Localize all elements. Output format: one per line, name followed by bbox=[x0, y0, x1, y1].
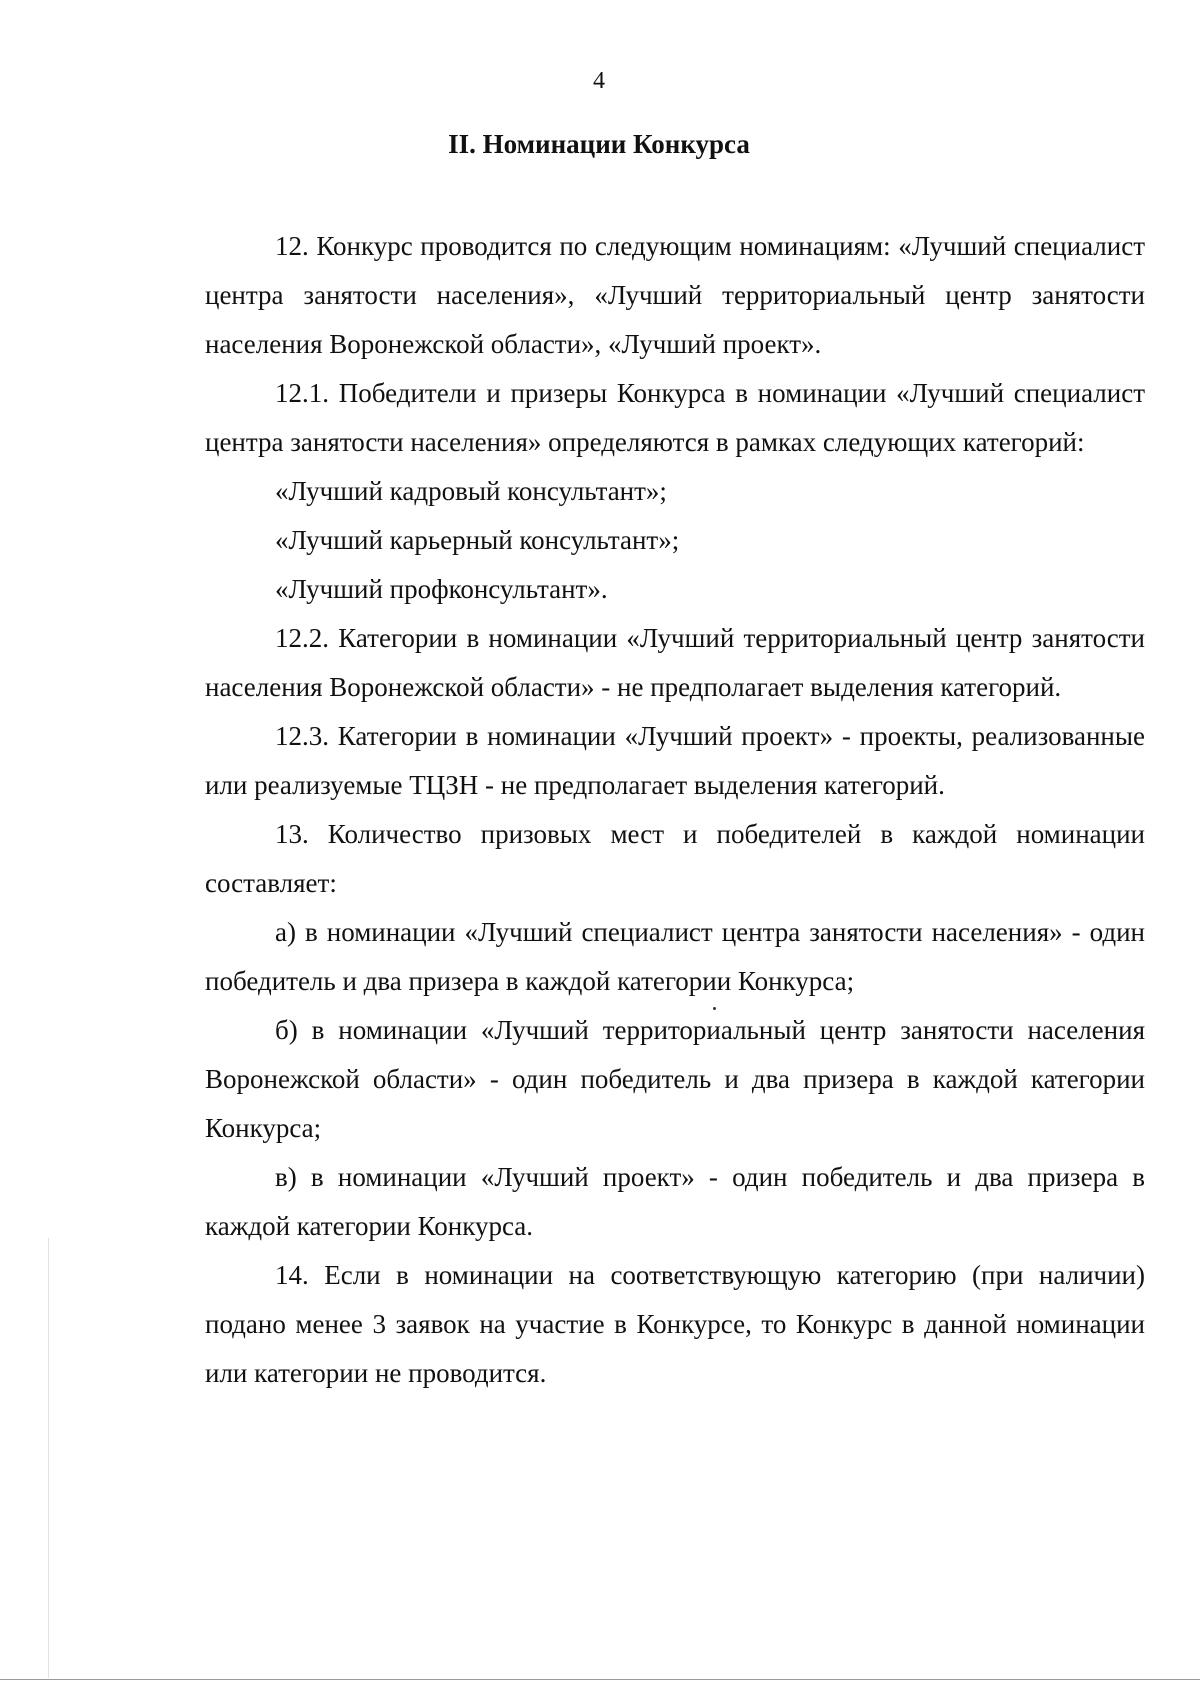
paragraph-12-2: 12.2. Категории в номинации «Лучший территориальный центр занятости населения Воронежской области» - не предполагает выделения категорий. bbox=[205, 623, 1145, 702]
category-item-career-consultant: «Лучший карьерный консультант»; bbox=[275, 525, 680, 555]
section-title: II. Номинации Конкурса bbox=[448, 129, 750, 159]
scan-edge-line bbox=[48, 1238, 49, 1678]
paragraph-14: 14. Если в номинации на соответствующую категорию (при наличии) подано менее 3 заявок на участие в Конкурсе, то Конкурс в данной номинации или категории не проводится. bbox=[205, 1260, 1145, 1388]
paragraph-12-1: 12.1. Победители и призеры Конкурса в номинации «Лучший специалист центра занятости населения» определяются в рамках следующих категорий: bbox=[205, 378, 1145, 457]
category-item-prof-consultant: «Лучший профконсультант». bbox=[275, 574, 608, 604]
paragraph-13-b: б) в номинации «Лучший территориальный центр занятости населения Воронежской области» - один победитель и два призера в каждой категории Конкурса; bbox=[205, 1015, 1145, 1143]
page-number: 4 bbox=[593, 68, 605, 94]
paragraph-13-v: в) в номинации «Лучший проект» - один победитель и два призера в каждой категории Конкурса. bbox=[205, 1162, 1145, 1241]
document-body bbox=[205, 222, 1145, 1398]
scan-bottom-edge bbox=[0, 1679, 1200, 1680]
category-item-hr-consultant: «Лучший кадровый консультант»; bbox=[275, 476, 667, 506]
paragraph-12: 12. Конкурс проводится по следующим номинациям: «Лучший специалист центра занятости населения», «Лучший территориальный центр занятости населения Воронежской области», «Лучший проект». bbox=[205, 231, 1145, 359]
paragraph-13-a: а) в номинации «Лучший специалист центра занятости населения» - один победитель и два призера в каждой категории Конкурса; bbox=[205, 917, 1145, 996]
paragraph-12-3: 12.3. Категории в номинации «Лучший проект» - проекты, реализованные или реализуемые ТЦЗН - не предполагает выделения категорий. bbox=[205, 721, 1145, 800]
scan-speck bbox=[713, 1007, 716, 1010]
paragraph-13: 13. Количество призовых мест и победителей в каждой номинации составляет: bbox=[205, 819, 1145, 898]
